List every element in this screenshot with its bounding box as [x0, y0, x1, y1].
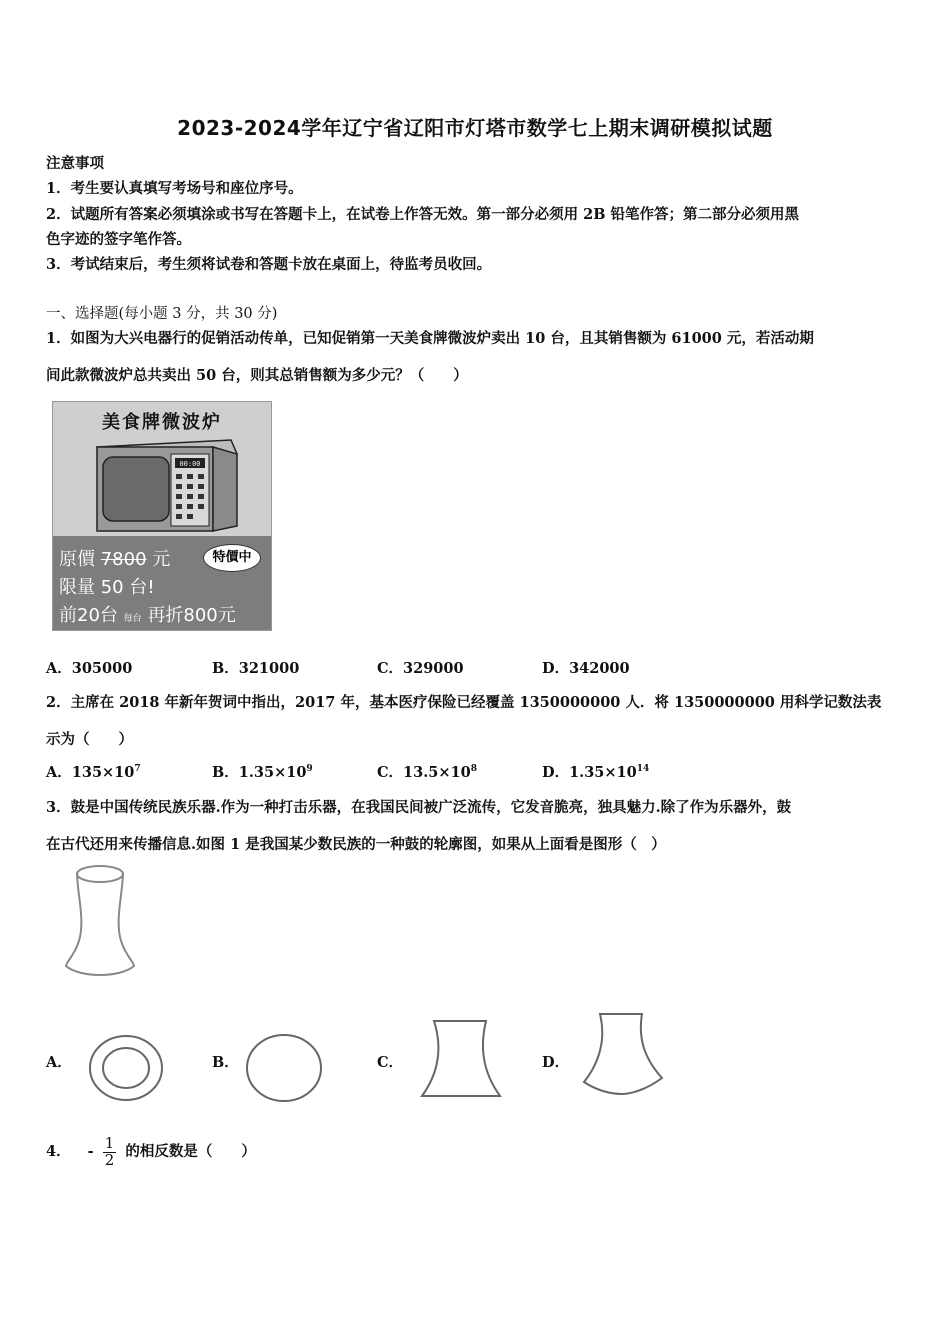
notice-item-1: 1．考生要认真填写考场号和座位序号。: [46, 180, 303, 197]
q2-text-line2: 示为（ ）: [46, 731, 133, 748]
q2-option-d[interactable]: [542, 761, 649, 782]
discount-prefix: 前20台: [59, 605, 118, 626]
q2-option-b-base: 1.35×10: [238, 764, 307, 781]
page-title: 2023-2024学年辽宁省辽阳市灯塔市数学七上期末调研模拟试题: [177, 116, 773, 140]
q2-option-b-label: B．: [212, 764, 239, 781]
original-price-value: 7800: [100, 549, 147, 570]
q3-option-a-label[interactable]: A．: [46, 1054, 72, 1071]
q3-option-d-label[interactable]: D．: [542, 1054, 570, 1071]
poster-heading: 美食牌微波炉: [102, 412, 222, 433]
notice-item-2-cont: 色字迹的签字笔作答。: [46, 231, 191, 248]
original-price-unit: 元: [152, 549, 171, 570]
q3-option-b-circle[interactable]: [244, 1033, 324, 1103]
q3-option-d-drum-side-shape[interactable]: [580, 1008, 670, 1098]
q2-option-a-base: 135×10: [71, 764, 135, 781]
q1-text-line2: 间此款微波炉总共卖出 50 台，则其总销售额为多少元？（ ）: [46, 367, 468, 384]
q4-text: [46, 1136, 256, 1169]
discount-suffix: 再折800元: [147, 605, 236, 626]
microwave-ad-poster: [52, 401, 272, 631]
drum-outline-figure: [60, 862, 140, 982]
q2-option-a-label: A．: [46, 764, 72, 781]
q1-option-c[interactable]: C．329000: [377, 660, 464, 677]
notice-item-2: 2．试题所有答案必须填涂或书写在答题卡上，在试卷上作答无效。第一部分必须用 2B 铅笔作答；第二部分必须用黑: [46, 206, 800, 223]
q3-option-b-label[interactable]: B．: [212, 1054, 239, 1071]
poster-line-limit: 限量 50 台!: [59, 577, 155, 598]
q2-option-c-base: 13.5×10: [403, 764, 471, 781]
q2-option-a[interactable]: [46, 761, 141, 782]
q2-option-d-label: D．: [542, 764, 570, 781]
q3-text-line2: 在古代还用来传播信息.如图 1 是我国某少数民族的一种鼓的轮廓图，如果从上面看是图形（ ）: [46, 836, 666, 853]
q3-option-a-concentric-circles[interactable]: [86, 1033, 166, 1103]
q2-option-c[interactable]: [377, 761, 477, 782]
q1-option-b[interactable]: B．321000: [212, 660, 300, 677]
original-price-label: 原價: [59, 549, 95, 570]
microwave-display: 00:00: [179, 460, 201, 468]
q1-option-d[interactable]: D．342000: [542, 660, 630, 677]
q2-option-c-label: C．: [377, 764, 404, 781]
q4-minus-sign: -: [87, 1143, 94, 1160]
q3-option-c-narrow-waist-shape[interactable]: [416, 1016, 506, 1101]
microwave-illustration: [53, 402, 271, 542]
q4-fraction: [103, 1136, 117, 1169]
q4-fraction-numerator: 1: [104, 1134, 115, 1152]
q4-suffix: 的相反数是（ ）: [125, 1143, 256, 1160]
q2-option-b[interactable]: [212, 761, 313, 782]
q1-text-line1: 1．如图为大兴电器行的促销活动传单，已知促销第一天美食牌微波炉卖出 10 台，且其销售额为 61000 元，若活动期: [46, 330, 814, 347]
q2-option-b-exponent: 9: [306, 764, 313, 775]
q2-option-d-exponent: 14: [636, 764, 650, 775]
poster-line-discount: [59, 601, 236, 627]
q3-text-line1: 3．鼓是中国传统民族乐器.作为一种打击乐器，在我国民间被广泛流传，它发音脆亮，独具魅力.除了作为乐器外，鼓: [46, 799, 792, 816]
section-heading: 一、选择题(每小题 3 分，共 30 分): [46, 306, 278, 322]
q3-option-c-label[interactable]: C．: [377, 1054, 404, 1071]
q1-option-a[interactable]: A．305000: [46, 660, 133, 677]
discount-small-note: 每台: [123, 614, 142, 624]
notice-heading: 注意事项: [46, 155, 104, 172]
q4-fraction-denominator: 2: [104, 1150, 115, 1169]
special-price-stamp: 特價中: [203, 544, 261, 572]
q4-number: 4．: [46, 1143, 71, 1160]
poster-line-original-price: [59, 545, 170, 571]
q2-option-c-exponent: 8: [470, 764, 477, 775]
q2-option-a-exponent: 7: [134, 764, 141, 775]
q2-text-line1: 2．主席在 2018 年新年贺词中指出，2017 年，基本医疗保险已经覆盖 1350000000 人．将 1350000000 用科学记数法表: [46, 694, 882, 711]
q2-option-d-base: 1.35×10: [569, 764, 637, 781]
notice-item-3: 3．考试结束后，考生须将试卷和答题卡放在桌面上，待监考员收回。: [46, 256, 492, 273]
